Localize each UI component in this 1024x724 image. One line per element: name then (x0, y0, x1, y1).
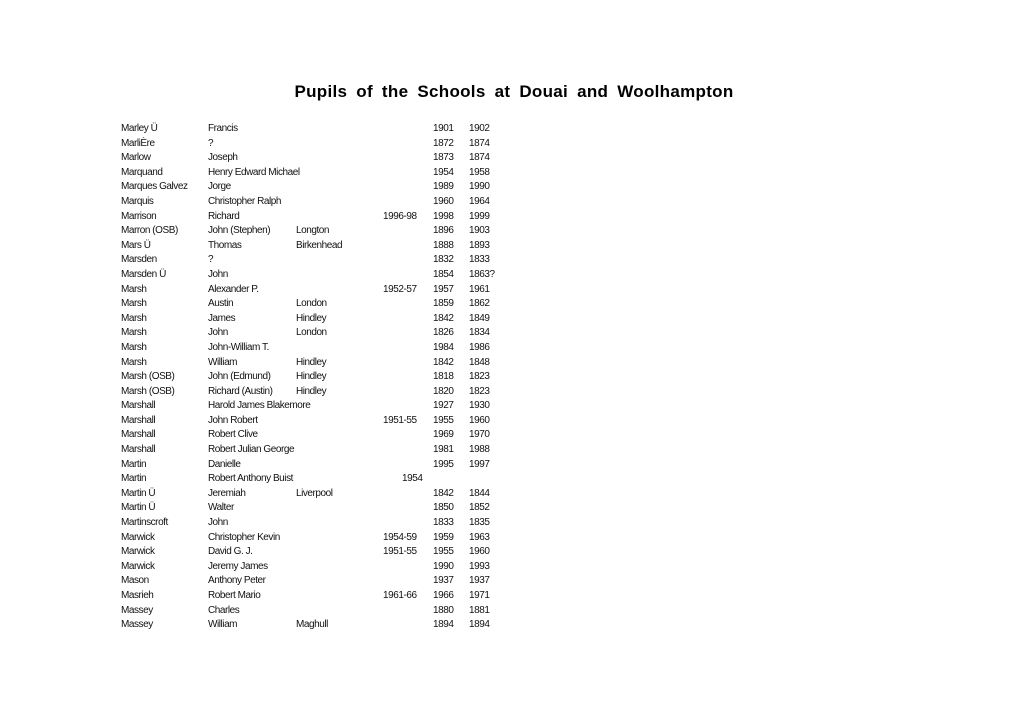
year-range-cell: 1954-59 (383, 531, 417, 543)
table-row (0, 210, 1024, 225)
given-name-cell: John (Stephen) (208, 225, 271, 237)
year-to-cell: 1849 (469, 312, 490, 324)
surname-cell: Marron (OSB) (121, 225, 178, 237)
given-name-cell: Austin (208, 298, 234, 310)
given-name-cell: John (Edmund) (208, 371, 271, 383)
year-from-cell: 1859 (433, 298, 454, 310)
surname-cell: Marsh (121, 341, 147, 353)
surname-cell: Marsh (121, 312, 147, 324)
surname-cell: Marquand (121, 166, 163, 178)
table-row (0, 443, 1024, 458)
town-cell: Birkenhead (296, 239, 343, 251)
surname-cell: Marsh (121, 356, 147, 368)
given-name-cell: ? (208, 254, 214, 266)
surname-cell: MarliÈre (121, 137, 155, 149)
table-row (0, 589, 1024, 604)
table-row (0, 224, 1024, 239)
given-name-cell: Jorge (208, 181, 231, 193)
year-to-cell: 1964 (469, 195, 490, 207)
given-name-cell: Richard (Austin) (208, 385, 273, 397)
given-name-cell: Richard (208, 210, 240, 222)
year-to-cell: 1937 (469, 575, 490, 587)
year-to-cell: 1999 (469, 210, 490, 222)
given-name-cell: John-William T. (208, 341, 269, 353)
year-to-cell: 1960 (469, 546, 490, 558)
table-row (0, 166, 1024, 181)
surname-cell: Marques Galvez (121, 181, 188, 193)
year-to-cell: 1961 (469, 283, 490, 295)
surname-cell: Martin (121, 458, 147, 470)
year-range-cell: 1951-55 (383, 546, 417, 558)
year-from-cell: 1850 (433, 502, 454, 514)
surname-cell: Marshall (121, 429, 156, 441)
table-row (0, 574, 1024, 589)
year-to-cell: 1874 (469, 137, 490, 149)
surname-cell: Marsden Ü (121, 268, 166, 280)
table-row (0, 341, 1024, 356)
table-row (0, 618, 1024, 633)
surname-cell: Marsh (OSB) (121, 371, 175, 383)
table-row (0, 545, 1024, 560)
given-name-cell: Robert Julian George (208, 444, 295, 456)
year-from-cell: 1954 (433, 166, 454, 178)
table-row (0, 312, 1024, 327)
given-name-cell: Alexander P. (208, 283, 259, 295)
given-name-cell: David G. J. (208, 546, 253, 558)
year-from-cell: 1833 (433, 517, 454, 529)
given-name-cell: Jeremiah (208, 487, 246, 499)
surname-cell: Martin Ü (121, 502, 156, 514)
table-row (0, 253, 1024, 268)
given-name-cell: John (208, 517, 228, 529)
year-range-cell: 1996-98 (383, 210, 417, 222)
given-name-cell: Robert Clive (208, 429, 258, 441)
table-row (0, 414, 1024, 429)
year-from-cell: 1966 (433, 590, 454, 601)
surname-cell: Masrieh (121, 590, 154, 601)
given-name-cell: John (208, 327, 228, 339)
town-cell: London (296, 327, 327, 339)
year-to-cell: 1823 (469, 385, 490, 397)
given-name-cell: Jeremy James (208, 560, 268, 572)
year-to-cell: 1997 (469, 458, 490, 470)
year-to-cell: 1834 (469, 327, 490, 339)
surname-cell: Marwick (121, 560, 155, 572)
table-row (0, 151, 1024, 166)
given-name-cell: Anthony Peter (208, 575, 266, 587)
year-from-cell: 1842 (433, 487, 454, 499)
table-row (0, 137, 1024, 152)
table-row (0, 458, 1024, 473)
given-name-cell: William (208, 356, 238, 368)
year-from-cell: 1955 (433, 546, 454, 558)
year-to-cell: 1894 (469, 619, 490, 631)
year-from-cell: 1880 (433, 604, 454, 616)
page-title: Pupils of the Schools at Douai and Woolhampton (294, 82, 734, 101)
year-from-cell: 1959 (433, 531, 454, 543)
year-from-cell: 1818 (433, 371, 454, 383)
year-from-cell: 1984 (433, 341, 454, 353)
year-from-cell: 1995 (433, 458, 454, 470)
given-name-cell: John Robert (208, 414, 258, 426)
table-row (0, 122, 1024, 137)
table-row (0, 297, 1024, 312)
table-row (0, 370, 1024, 385)
given-name-cell: Harold James Blakemore (208, 400, 311, 412)
surname-cell: Marshall (121, 444, 156, 456)
year-to-cell: 1958 (469, 166, 490, 178)
table-row (0, 180, 1024, 195)
town-cell: Longton (296, 225, 329, 237)
year-to-cell: 1960 (469, 414, 490, 426)
town-cell: Hindley (296, 385, 327, 397)
year-from-cell: 1989 (433, 181, 454, 193)
year-from-cell: 1981 (433, 444, 454, 456)
given-name-cell: Christopher Ralph (208, 195, 281, 207)
year-to-cell: 1863? (469, 268, 495, 280)
year-to-cell: 1903 (469, 225, 490, 237)
year-range-cell: 1961-66 (383, 590, 417, 601)
table-row (0, 428, 1024, 443)
table-row (0, 356, 1024, 371)
table-row (0, 501, 1024, 516)
town-cell: Hindley (296, 312, 327, 324)
year-to-cell: 1971 (469, 590, 490, 601)
surname-cell: Marsh (OSB) (121, 385, 175, 397)
year-to-cell: 1833 (469, 254, 490, 266)
given-name-cell: Francis (208, 123, 238, 134)
year-from-cell: 1990 (433, 560, 454, 572)
table-row (0, 560, 1024, 575)
given-name-cell: Henry Edward Michael (208, 166, 300, 178)
town-cell: Maghull (296, 619, 328, 631)
given-name-cell: Walter (208, 502, 234, 514)
given-name-cell: Robert Mario (208, 590, 261, 601)
year-to-cell: 1852 (469, 502, 490, 514)
table-row (0, 195, 1024, 210)
table-row (0, 604, 1024, 619)
year-from-cell: 1873 (433, 152, 454, 164)
year-to-cell: 1988 (469, 444, 490, 456)
year-to-cell: 1874 (469, 152, 490, 164)
given-name-cell: William (208, 619, 238, 631)
year-from-cell: 1854 (433, 268, 454, 280)
surname-cell: Massey (121, 619, 153, 631)
town-cell: Hindley (296, 371, 327, 383)
given-name-cell: Danielle (208, 458, 241, 470)
surname-cell: Marley Ü (121, 123, 158, 134)
year-from-cell: 1937 (433, 575, 454, 587)
table-row (0, 239, 1024, 254)
year-from-cell: 1901 (433, 123, 454, 134)
year-from-cell: 1894 (433, 619, 454, 631)
year-to-cell: 1930 (469, 400, 490, 412)
year-from-cell: 1960 (433, 195, 454, 207)
surname-cell: Marsh (121, 327, 147, 339)
table-row (0, 385, 1024, 400)
year-to-cell: 1902 (469, 123, 490, 134)
year-from-cell: 1826 (433, 327, 454, 339)
surname-cell: Martin (121, 473, 147, 485)
surname-cell: Marsh (121, 283, 147, 295)
town-cell: London (296, 298, 327, 310)
year-from-cell: 1998 (433, 210, 454, 222)
year-to-cell: 1823 (469, 371, 490, 383)
surname-cell: Marwick (121, 546, 155, 558)
year-from-cell: 1832 (433, 254, 454, 266)
year-from-cell: 1842 (433, 312, 454, 324)
surname-cell: Marsh (121, 298, 147, 310)
year-range-cell: 1952-57 (383, 283, 417, 295)
town-cell: Hindley (296, 356, 327, 368)
table-row (0, 472, 1024, 487)
table-row (0, 326, 1024, 341)
year-to-cell: 1844 (469, 487, 490, 499)
year-from-cell: 1888 (433, 239, 454, 251)
table-row (0, 268, 1024, 283)
year-from-cell: 1896 (433, 225, 454, 237)
given-name-cell: James (208, 312, 236, 324)
year-from-cell: 1872 (433, 137, 454, 149)
table-row (0, 516, 1024, 531)
year-from-cell: 1842 (433, 356, 454, 368)
year-to-cell: 1986 (469, 341, 490, 353)
surname-cell: Marsden (121, 254, 157, 266)
year-to-cell: 1990 (469, 181, 490, 193)
year-to-cell: 1881 (469, 604, 490, 616)
surname-cell: Mars Ü (121, 239, 151, 251)
year-from-cell: 1969 (433, 429, 454, 441)
surname-cell: Martin Ü (121, 487, 156, 499)
year-range-cell: 1951-55 (383, 414, 417, 426)
year-from-cell: 1957 (433, 283, 454, 295)
surname-cell: Marwick (121, 531, 155, 543)
year-to-cell: 1893 (469, 239, 490, 251)
surname-cell: Marshall (121, 414, 156, 426)
given-name-cell: Joseph (208, 152, 238, 164)
given-name-cell: Christopher Kevin (208, 531, 280, 543)
year-to-cell: 1993 (469, 560, 490, 572)
pupil-list (0, 122, 1024, 633)
town-cell: Liverpool (296, 487, 333, 499)
surname-cell: Massey (121, 604, 153, 616)
surname-cell: Marrison (121, 210, 157, 222)
year-to-cell: 1963 (469, 531, 490, 543)
year-to-cell: 1970 (469, 429, 490, 441)
given-name-cell: John (208, 268, 228, 280)
year-to-cell: 1862 (469, 298, 490, 310)
year-to-cell: 1848 (469, 356, 490, 368)
given-name-cell: ? (208, 137, 214, 149)
surname-cell: Marshall (121, 400, 156, 412)
given-name-cell: Thomas (208, 239, 242, 251)
year-from-cell: 1955 (433, 414, 454, 426)
year-to-cell: 1835 (469, 517, 490, 529)
year-from-cell: 1927 (433, 400, 454, 412)
year-from-cell: 1820 (433, 385, 454, 397)
table-row (0, 487, 1024, 502)
year-note-cell: 1954 (402, 473, 423, 485)
table-row (0, 399, 1024, 414)
surname-cell: Marlow (121, 152, 151, 164)
table-row (0, 283, 1024, 298)
given-name-cell: Robert Anthony Buist (208, 473, 293, 485)
surname-cell: Martinscroft (121, 517, 168, 529)
surname-cell: Mason (121, 575, 149, 587)
table-row (0, 531, 1024, 546)
surname-cell: Marquis (121, 195, 154, 207)
given-name-cell: Charles (208, 604, 240, 616)
